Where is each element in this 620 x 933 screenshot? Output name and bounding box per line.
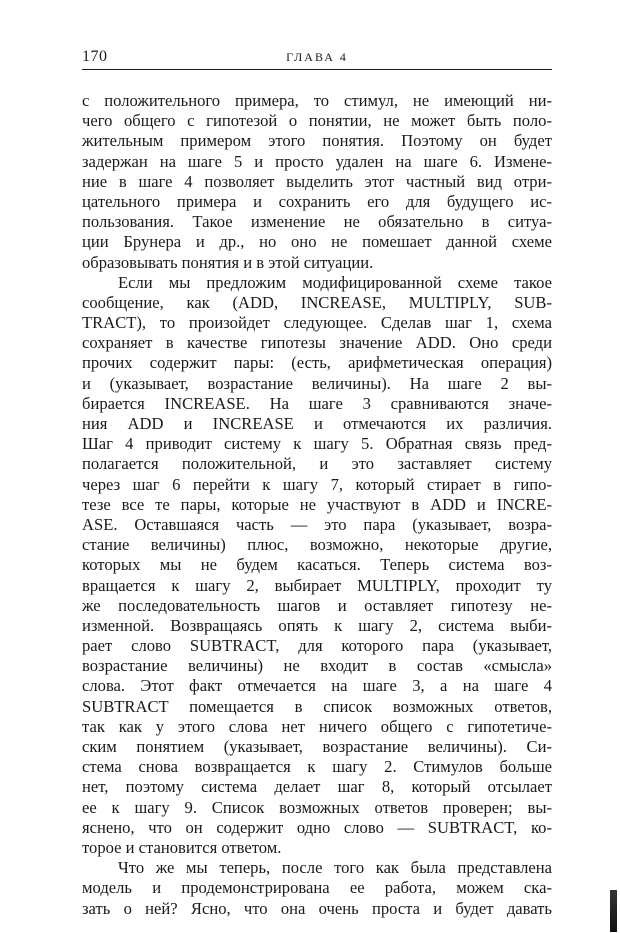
text-line: сохраняет в качестве гипотезы значение ADD. Оно среди [82,333,552,353]
text-line: зать о ней? Ясно, что она очень проста и будет давать [82,898,552,918]
scan-edge-artifact [610,890,617,932]
chapter-title: ГЛАВА 4 [286,50,348,64]
text-line: пользования. Такое изменение не обязательно в ситуа- [82,212,552,232]
text-line: Шаг 4 приводит систему к шагу 5. Обратная связь пред- [82,434,552,454]
text-line: слова. Этот факт отмечается на шаге 3, а на шаге 4 [82,676,552,696]
header-rule [82,69,552,70]
page-number: 170 [82,48,108,65]
text-line: же последовательность шагов и оставляет гипотезу не- [82,595,552,615]
text-line: так как у этого слова нет ничего общего с гипотетиче- [82,716,552,736]
text-line: ее к шагу 9. Список возможных ответов проверен; вы- [82,797,552,817]
text-line: цательного примера и сохранить его для будущего ис- [82,191,552,211]
text-line: ским понятием (указывает, возрастание величины). Си- [82,737,552,756]
text-line: и (указывает, возрастание величины). На шаге 2 вы- [82,373,552,393]
text-line: чего общего с гипотезой о понятии, не может быть поло- [82,111,552,131]
text-line: вращается к шагу 2, выбирает MULTIPLY, проходит ту [82,575,552,595]
text-line: задержан на шаге 5 и просто удален на шаге 6. Измене- [82,151,552,171]
text-line: возрастание величины) не входит в состав «смысла» [82,656,552,676]
text-line: с положительного примера, то стимул, не имеющий ни- [82,91,552,110]
paragraph-start-line: Что же мы теперь, после того как была представлена [118,858,552,878]
text-line: полагается положительной, и это заставляет систему [82,454,552,474]
paragraph-start-line: Если мы предложим модифицированной схеме такое [118,272,552,292]
text-line: изменной. Возвращаясь опять к шагу 2, система выби- [82,615,552,635]
text-line: тезе все те пары, которые не участвуют в ADD и INCRE- [82,494,552,514]
text-line: прочих содержит пары: (есть, арифметическая операция) [82,353,552,373]
text-line: нет, поэтому система делает шаг 8, который отсылает [82,777,552,797]
text-line: ния ADD и INCREASE и отмечаются их различия. [82,414,552,433]
text-line: через шаг 6 перейти к шагу 7, который стирает в гипо- [82,474,552,494]
text-line: ние в шаге 4 позволяет выделить этот частный вид отри- [82,171,552,191]
text-line: ции Брунера и др., но оно не помешает данной схеме [82,232,552,252]
text-line: сообщение, как (ADD, INCREASE, MULTIPLY, SUB- [82,292,552,312]
text-line: бирается INCREASE. На шаге 3 сравниваются значе- [82,393,552,413]
text-line: образовывать понятия и в этой ситуации. [82,252,374,272]
text-line: стема снова возвращается к шагу 2. Стимулов больше [82,757,552,777]
text-line: TRACT), то произойдет следующее. Сделав шаг 1, схема [82,313,552,333]
page-header [82,46,552,72]
text-line: яснено, что он содержит одно слово — SUBTRACT, ко- [82,817,552,837]
text-line: стание величины) плюс, возможно, некоторые другие, [82,535,552,555]
text-line: SUBTRACT помещается в список возможных ответов, [82,696,552,716]
text-line: которых мы не будем касаться. Теперь система воз- [82,555,552,575]
text-line: рает слово SUBTRACT, для которого пара (указывает, [82,636,552,656]
text-line: торое и становится ответом. [82,837,282,857]
text-line: модель и продемонстрирована ее работа, можем ска- [82,878,552,898]
body-text [82,91,552,919]
text-line: ASE. Оставшаяся часть — это пара (указывает, возра- [82,514,552,534]
text-line: жительным примером этого понятия. Поэтому он будет [82,131,552,151]
